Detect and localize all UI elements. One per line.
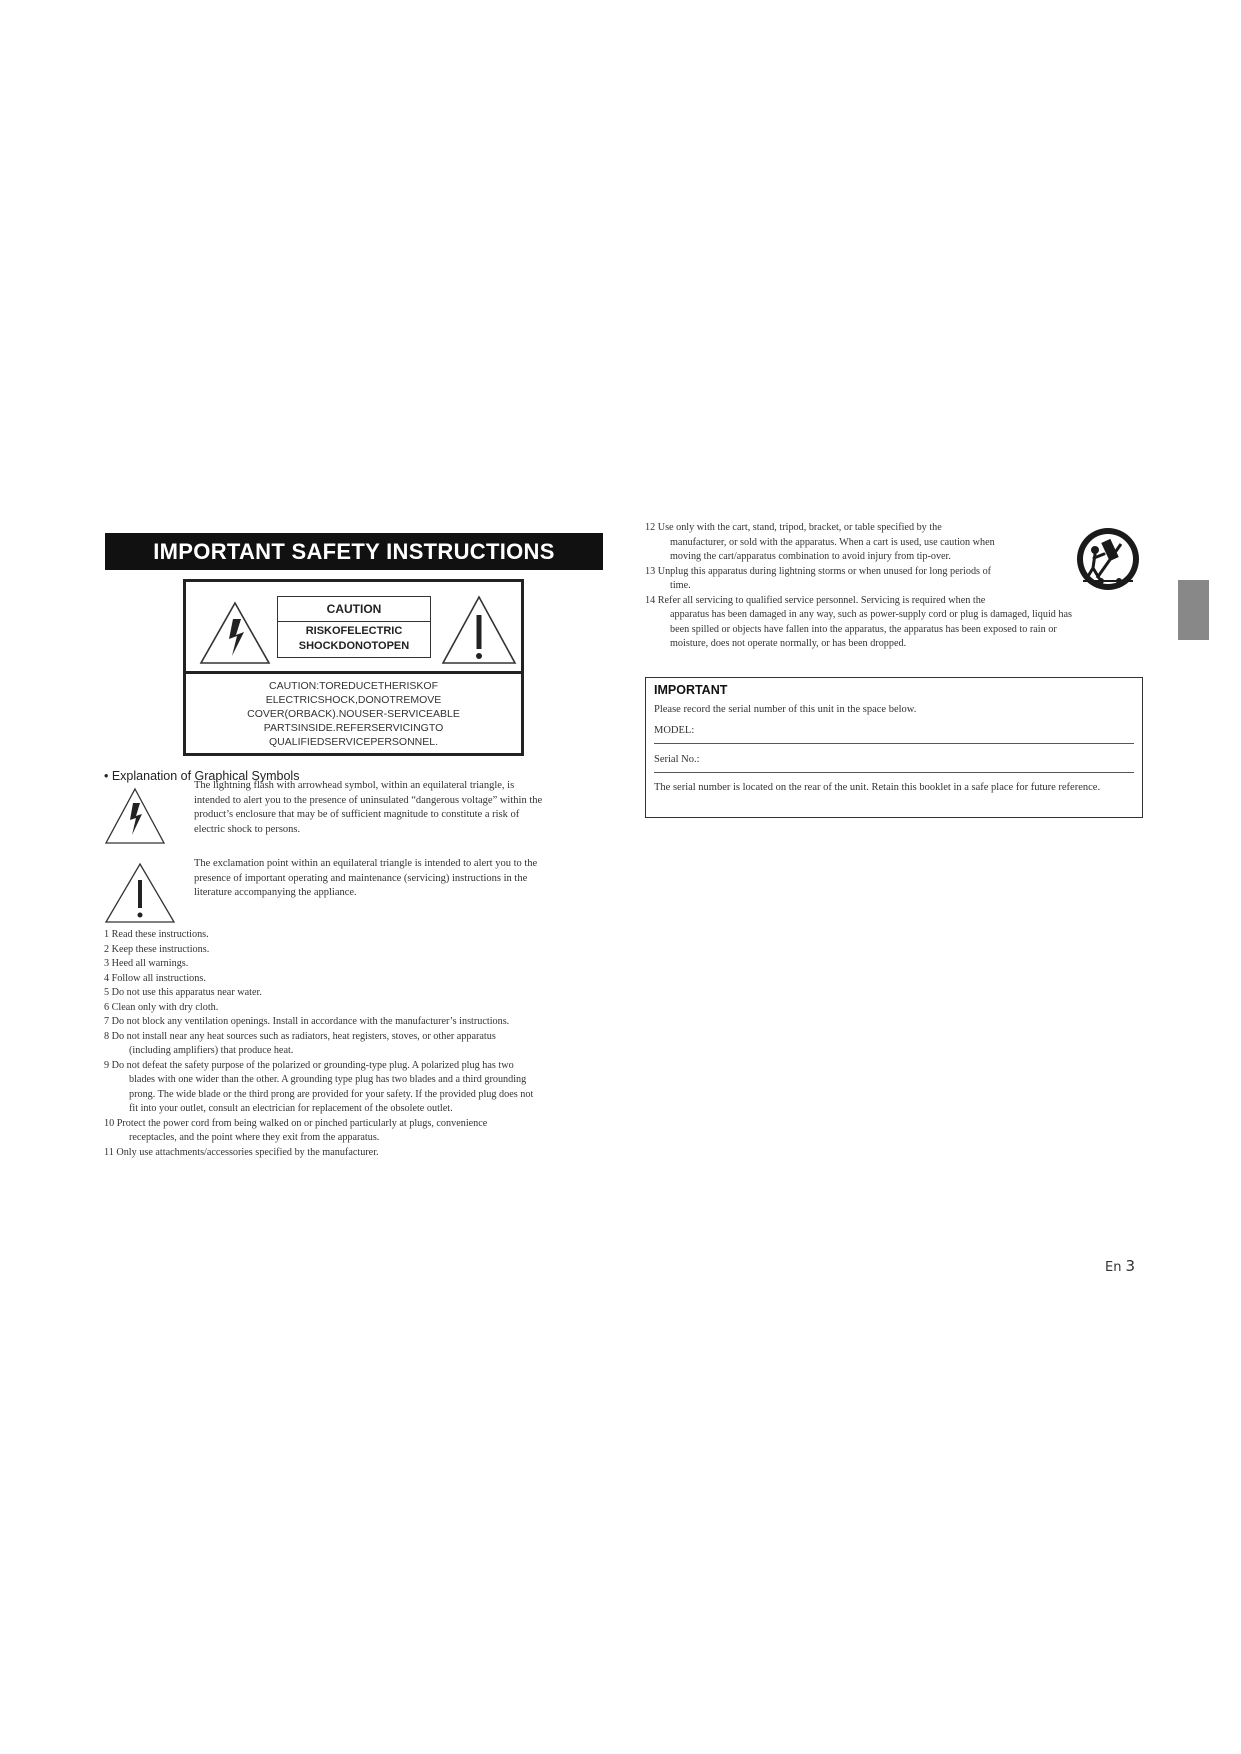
text-line: 6 Clean only with dry cloth. (104, 1001, 219, 1013)
text-line: electric shock to persons. (194, 823, 301, 835)
exclamation-triangle-icon (441, 595, 517, 665)
list-item (104, 1015, 604, 1030)
serial-label: Serial No.: (654, 754, 700, 765)
text-line: product’s enclosure that may be of sufficient magnitude to constitute a risk of (194, 809, 520, 820)
list-item (104, 972, 604, 987)
text-line: 11 Only use attachments/accessories specified by the manufacturer. (104, 1146, 379, 1158)
text-line: 9 Do not defeat the safety purpose of the polarized or grounding-type plug. A polarized plug has two (104, 1059, 514, 1071)
important-serial-box (645, 677, 1143, 818)
caution-notice (186, 674, 521, 753)
text-line: 2 Keep these instructions. (104, 943, 210, 955)
language-label: En (1105, 1260, 1122, 1275)
text-line: 7 Do not block any ventilation openings. Install in accordance with the manufacturer’s instructions. (104, 1016, 510, 1027)
text-line: apparatus has been damaged in any way, such as power-supply cord or plug is damaged, liquid has (670, 609, 1072, 620)
page-number: 3 (1125, 1257, 1135, 1275)
text-line: blades with one wider than the other. A grounding type plug has two blades and a third grounding (129, 1074, 527, 1085)
caution-symbol-row (186, 582, 521, 674)
text-line: 13 Unplug this apparatus during lightning storms or when unused for long periods of (645, 565, 992, 577)
lightning-triangle-icon (104, 787, 166, 845)
text-line: 14 Refer all servicing to qualified service personnel. Servicing is required when the (645, 594, 986, 606)
caution-notice-text: CAUTION:TOREDUCETHERISKOF ELECTRICSHOCK,DONOTREMOVE COVER(ORBACK).NOUSER-SERVICEABLE PARTSINSIDE.REFERSERVICINGTO QUALIFIEDSERVICEPERSONNEL. (247, 679, 460, 748)
text-line: 1 Read these instructions. (104, 929, 209, 940)
model-field-line (654, 743, 1134, 744)
serial-field-line (654, 772, 1134, 773)
caution-label: CAUTION (278, 597, 430, 622)
instruction-list (104, 928, 604, 1160)
list-item (104, 1117, 604, 1146)
text-line: 3 Heed all warnings. (104, 958, 189, 969)
important-title: IMPORTANT (654, 683, 728, 697)
text-line: 8 Do not install near any heat sources such as radiators, heat registers, stoves, or other apparatus (104, 1030, 496, 1042)
text-line: 4 Follow all instructions. (104, 972, 206, 984)
text-line: been spilled or objects have fallen into the apparatus, the apparatus has been exposed to rain or (670, 623, 1057, 635)
text-line: The lightning flash with arrowhead symbol, within an equilateral triangle, is (194, 780, 515, 791)
text-line: intended to alert you to the presence of uninsulated “dangerous voltage” within the (194, 794, 543, 806)
text-line: 10 Protect the power cord from being walked on or pinched particularly at plugs, convenience (104, 1117, 488, 1129)
page-title: IMPORTANT SAFETY INSTRUCTIONS (153, 538, 555, 564)
list-item (104, 1059, 604, 1117)
caution-warning-text: RISKOFELECTRIC SHOCKDONOTOPEN (298, 625, 410, 652)
important-note: The serial number is located on the rear of the unit. Retain this booklet in a safe place for future reference. (654, 782, 1101, 793)
list-item (104, 928, 604, 943)
caution-box (183, 579, 524, 756)
text-line: fit into your outlet, consult an electrician for replacement of the obsolete outlet. (129, 1103, 453, 1114)
text-line: receptacles, and the point where they exit from the apparatus. (129, 1132, 380, 1143)
caution-label-box (277, 596, 431, 658)
list-item (104, 986, 604, 1001)
important-intro: Please record the serial number of this unit in the space below. (654, 704, 917, 715)
exclamation-explanation (194, 857, 618, 901)
list-item (645, 594, 1150, 652)
list-item (104, 957, 604, 972)
text-line: 12 Use only with the cart, stand, tripod, bracket, or table specified by the (645, 522, 942, 533)
text-line: presence of important operating and maintenance (servicing) instructions in the (194, 872, 528, 884)
lightning-triangle-icon (199, 601, 271, 665)
section-title-bar (105, 533, 603, 570)
model-label: MODEL: (654, 725, 695, 736)
list-item (104, 943, 604, 958)
list-item (104, 1001, 604, 1016)
side-tab-marker (1178, 580, 1209, 640)
text-line: literature accompanying the appliance. (194, 887, 357, 898)
text-line: The exclamation point within an equilateral triangle is intended to alert you to the (194, 858, 538, 869)
page-footer (1105, 1257, 1135, 1275)
cart-tip-over-warning-icon (1071, 526, 1145, 594)
list-item (104, 1030, 604, 1059)
text-line: time. (670, 580, 691, 591)
text-line: (including amplifiers) that produce heat. (129, 1045, 294, 1056)
explanation-heading: • Explanation of Graphical Symbols (104, 769, 300, 783)
exclamation-triangle-icon (104, 862, 176, 924)
list-item (104, 1146, 604, 1161)
text-line: manufacturer, or sold with the apparatus. When a cart is used, use caution when (670, 536, 995, 548)
text-line: moving the cart/apparatus combination to avoid injury from tip-over. (670, 551, 951, 562)
lightning-explanation (194, 779, 618, 837)
text-line: moisture, does not operate normally, or has been dropped. (670, 638, 907, 649)
text-line: 5 Do not use this apparatus near water. (104, 987, 262, 998)
text-line: prong. The wide blade or the third prong are provided for your safety. If the provided plug does not (129, 1088, 534, 1100)
